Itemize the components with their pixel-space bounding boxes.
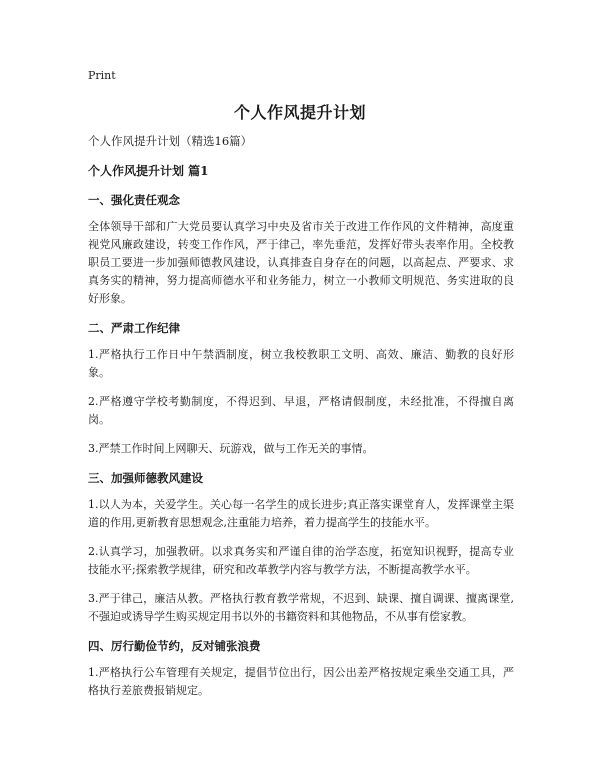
part-title: 个人作风提升计划 篇1 — [88, 164, 209, 178]
section-paragraph: 3.严禁工作时间上网聊天、玩游戏，做与工作无关的事情。 — [88, 442, 374, 455]
document-subtitle: 个人作风提升计划（精选16篇） — [88, 134, 253, 148]
document-title: 个人作风提升计划 — [233, 103, 366, 122]
section-2 — [88, 319, 514, 458]
section-paragraph: 2.认真学习，加强教研。以求真务实和严谨自律的治学态度，拓宽知识视野，提高专业技能水平;探索教学规律，研究和改革教学内容与教学方法，不断提高教学水平。 — [88, 545, 514, 576]
section-heading: 二、严肃工作纪律 — [88, 321, 180, 335]
section-paragraph: 2.严格遵守学校考勤制度，不得迟到、早退，严格请假制度，未经批准，不得擅自离岗。 — [88, 395, 514, 426]
document-body — [88, 132, 514, 711]
section-paragraph: 3.严于律己，廉洁从教。严格执行教育教学常规，不迟到、缺课、擅自调课、擅离课堂,不强迫或诱导学生购买规定用书以外的书籍资料和其他物品，不从事有偿家教。 — [88, 592, 514, 623]
section-heading: 三、加强师德教风建设 — [88, 471, 203, 485]
print-label[interactable]: Print — [88, 69, 116, 82]
section-paragraph: 1.严格执行公车管理有关规定，提倡节位出行，因公出差严格按规定乘坐交通工具，严格执行差旅费报销规定。 — [88, 666, 514, 697]
section-4 — [88, 637, 514, 700]
section-3 — [88, 469, 514, 626]
section-paragraph: 1.严格执行工作日中午禁酒制度，树立我校教职工文明、高效、廉洁、勤教的良好形象。 — [88, 348, 514, 379]
section-paragraph: 1.以人为本，关爱学生。关心每一名学生的成长进步;真正落实课堂育人，发挥课堂主渠道的作用,更新教育思想观念,注重能力培养，着力提高学生的技能水平。 — [88, 498, 514, 529]
section-paragraph: 全体领导干部和广大党员要认真学习中央及省市关于改进工作作风的文件精神，高度重视党风廉政建设，转变工作作风，严于律己，率先垂范，发挥好带头表率作用。全校教职员工要进一步加强师德教风建设，认真排查自身存在的问题，以高起点、严要求、求真务实的精神，努力提高师德水平和业务能力，树立一小教师文明规范、务实进取的良好形象。 — [88, 220, 514, 305]
section-1 — [88, 191, 514, 308]
section-heading: 一、强化责任观念 — [88, 193, 180, 207]
section-heading: 四、厉行勤俭节约，反对铺张浪费 — [88, 639, 261, 653]
